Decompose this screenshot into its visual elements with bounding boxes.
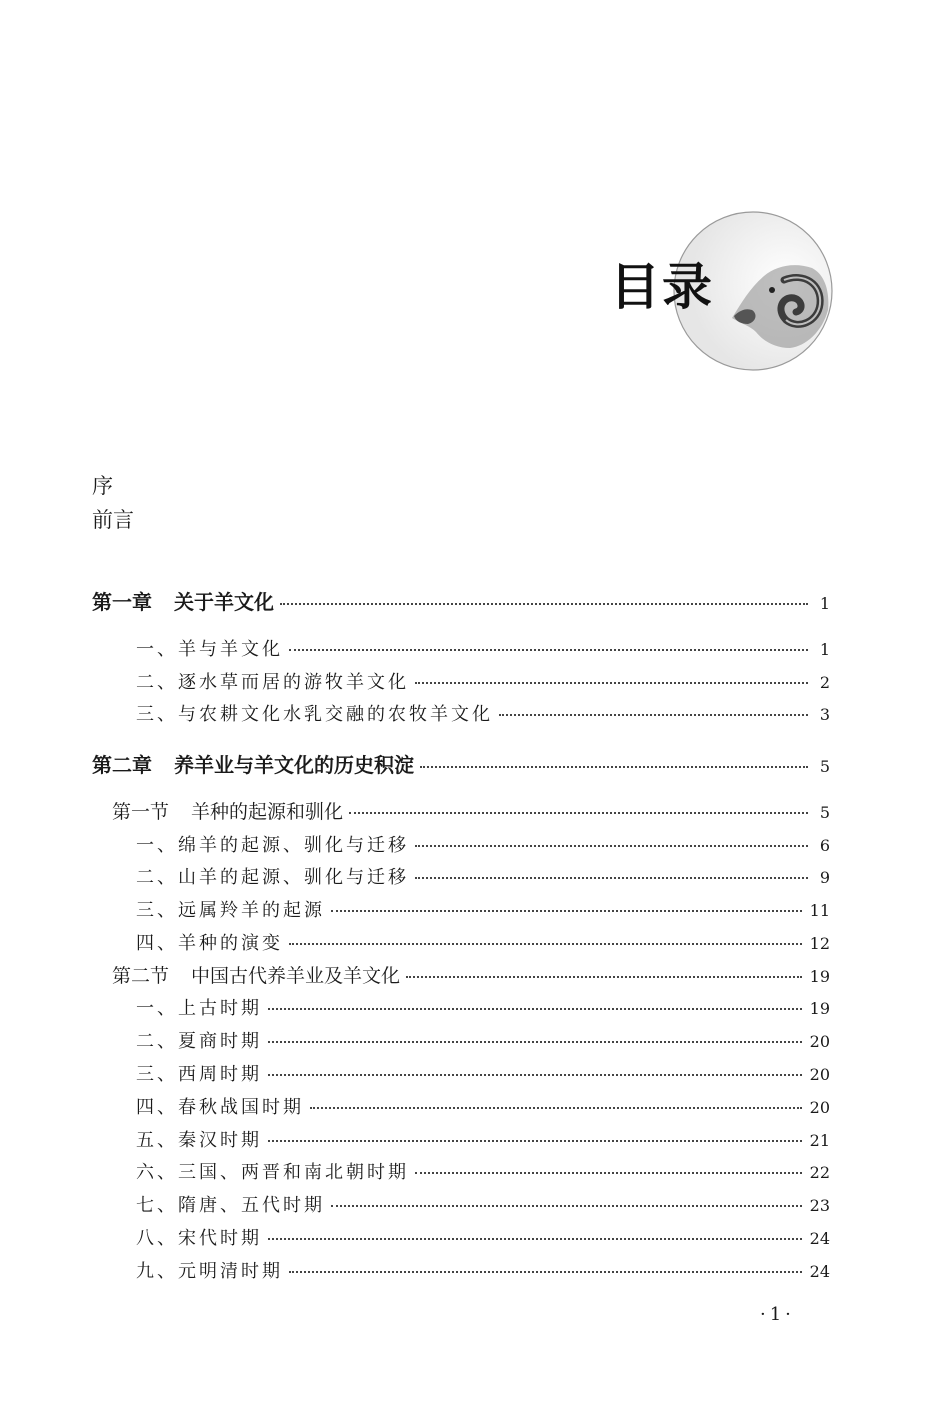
page-number: 6 (819, 836, 830, 855)
toc-item[interactable] (0, 1164, 946, 1182)
item-label: 八、宋代时期 (136, 1228, 262, 1249)
dot-leader (415, 845, 808, 847)
item-label: 一、绵羊的起源、驯化与迁移 (136, 835, 409, 856)
page-number: 22 (809, 1163, 830, 1182)
page-number: 1 (819, 594, 830, 613)
dot-leader (420, 766, 808, 768)
toc-item[interactable] (0, 1197, 946, 1215)
dot-leader (310, 1107, 802, 1109)
dot-leader (415, 877, 808, 879)
item-label: 二、夏商时期 (136, 1031, 262, 1052)
toc-item[interactable] (0, 1263, 946, 1281)
page-number: 9 (819, 868, 830, 887)
chapter-title: 养羊业与羊文化的历史积淀 (174, 753, 414, 777)
dot-leader (415, 682, 808, 684)
page-number: 11 (809, 901, 830, 920)
dot-leader (268, 1041, 802, 1043)
dot-leader (406, 976, 802, 978)
dot-leader (349, 812, 808, 814)
section-title: 羊种的起源和驯化 (191, 801, 344, 823)
dot-leader (415, 1172, 802, 1174)
page-number: 19 (809, 999, 830, 1018)
page-number: 21 (809, 1131, 830, 1150)
toc-title: 目录 (610, 258, 714, 316)
page-number: 20 (809, 1032, 830, 1051)
page-number: 3 (819, 705, 830, 724)
page-number: 23 (809, 1196, 830, 1215)
page-number: 20 (809, 1065, 830, 1084)
front-matter-preface[interactable]: 序 (92, 474, 113, 498)
page-number: 2 (819, 673, 830, 692)
toc-item[interactable] (0, 1099, 946, 1117)
item-label: 三、西周时期 (136, 1064, 262, 1085)
toc-chapter-2[interactable] (0, 755, 946, 775)
toc-item[interactable] (0, 1132, 946, 1150)
toc-item[interactable] (0, 869, 946, 887)
dot-leader (331, 1205, 802, 1207)
dot-leader (289, 1271, 802, 1273)
item-label: 五、秦汉时期 (136, 1130, 262, 1151)
page-number: 24 (809, 1229, 830, 1248)
toc-section-2[interactable] (0, 967, 946, 986)
item-label: 七、隋唐、五代时期 (136, 1195, 325, 1216)
toc-section-1[interactable] (0, 803, 946, 822)
item-label: 三、与农耕文化水乳交融的农牧羊文化 (136, 704, 493, 725)
page-number: 19 (809, 967, 830, 986)
dot-leader (289, 649, 808, 651)
dot-leader (268, 1074, 802, 1076)
chapter-title: 关于羊文化 (174, 590, 274, 614)
item-label: 二、逐水草而居的游牧羊文化 (136, 672, 409, 693)
chapter-number: 第一章 (92, 590, 152, 614)
item-label: 四、春秋战国时期 (136, 1097, 304, 1118)
page-number: 5 (819, 757, 830, 776)
item-label: 一、羊与羊文化 (136, 639, 283, 660)
toc-item[interactable] (0, 1066, 946, 1084)
toc-item[interactable] (0, 1033, 946, 1051)
item-label: 九、元明清时期 (136, 1261, 283, 1282)
dot-leader (331, 910, 802, 912)
page-number: 12 (809, 934, 830, 953)
toc-item[interactable] (0, 706, 946, 724)
item-label: 一、上古时期 (136, 998, 262, 1019)
page-folio: ·1· (760, 1304, 795, 1325)
section-title: 中国古代养羊业及羊文化 (191, 965, 401, 987)
item-label: 二、山羊的起源、驯化与迁移 (136, 867, 409, 888)
toc-item[interactable] (0, 935, 946, 953)
chapter-number: 第二章 (92, 753, 152, 777)
dot-leader (268, 1008, 802, 1010)
dot-leader (499, 714, 808, 716)
dot-leader (268, 1140, 802, 1142)
toc-item[interactable] (0, 641, 946, 659)
page-number: 20 (809, 1098, 830, 1117)
toc-item[interactable] (0, 1230, 946, 1248)
item-label: 六、三国、两晋和南北朝时期 (136, 1162, 409, 1183)
toc-item[interactable] (0, 902, 946, 920)
page-number: 24 (809, 1262, 830, 1281)
front-matter-foreword[interactable]: 前言 (92, 508, 134, 532)
page-number: 1 (819, 640, 830, 659)
toc-item[interactable] (0, 674, 946, 692)
toc-chapter-1[interactable] (0, 592, 946, 612)
toc-item[interactable] (0, 1000, 946, 1018)
dot-leader (280, 603, 808, 605)
item-label: 三、远属羚羊的起源 (136, 900, 325, 921)
section-number: 第二节 (112, 965, 170, 987)
toc-item[interactable] (0, 837, 946, 855)
dot-leader (268, 1238, 802, 1240)
dot-leader (289, 943, 802, 945)
page-number: 5 (819, 803, 830, 822)
section-number: 第一节 (112, 801, 170, 823)
item-label: 四、羊种的演变 (136, 933, 283, 954)
